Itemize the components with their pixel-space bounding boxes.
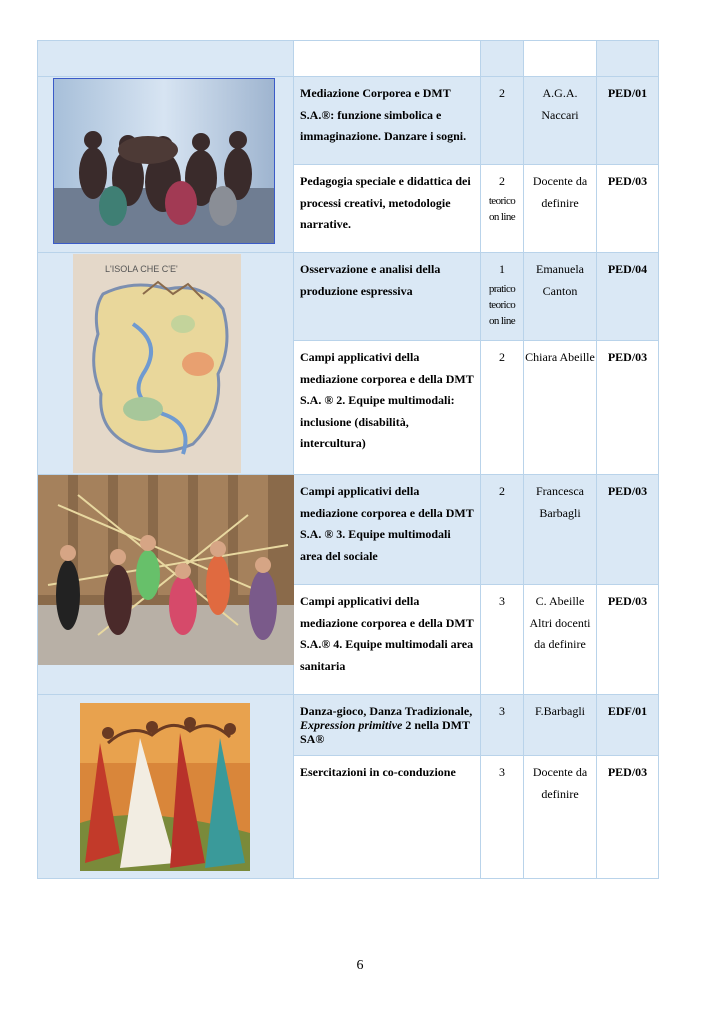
cfu-cell xyxy=(481,341,524,475)
course-title-cell xyxy=(294,585,481,695)
cfu-note: on line xyxy=(488,314,516,327)
course-title: Pedagogia speciale e didattica dei processi creativi, metodologie narrative. xyxy=(300,174,471,232)
cfu-value: 1 xyxy=(499,262,505,276)
teacher-name: Docente da definire xyxy=(532,174,588,210)
course-title-cell xyxy=(294,77,481,165)
teacher-cell xyxy=(524,475,597,585)
ssd-cell xyxy=(597,165,659,253)
photo-cell-map-drawing xyxy=(38,253,294,475)
course-title-part: 2 nella DMT SA® xyxy=(300,718,470,746)
ssd-cell xyxy=(597,695,659,756)
cfu-value: 2 xyxy=(499,174,505,188)
ssd-code: PED/03 xyxy=(607,594,648,608)
teacher-cell xyxy=(524,756,597,879)
ssd-code: PED/03 xyxy=(607,484,648,498)
course-title-cell xyxy=(294,756,481,879)
course-title xyxy=(294,695,480,746)
photo-cell-elastic-dance xyxy=(38,475,294,695)
course-title: Campi applicativi della mediazione corporea e della DMT S.A. ® 2. Equipe multimodali: inclusione (disabilità, intercultura) xyxy=(300,350,474,451)
ssd-cell xyxy=(597,475,659,585)
ssd-cell xyxy=(597,585,659,695)
course-title: Mediazione Corporea e DMT S.A.®: funzione simbolica e immaginazione. Danzare i sogni. xyxy=(300,86,467,144)
teacher-name: F.Barbagli xyxy=(534,704,586,718)
cfu-value: 3 xyxy=(499,765,505,779)
cfu-value: 3 xyxy=(499,594,505,608)
ssd-code: PED/03 xyxy=(607,765,648,779)
teacher-name: Chiara Abeille xyxy=(525,350,595,364)
cfu-cell xyxy=(481,695,524,756)
teacher-name: Emanuela Canton xyxy=(536,262,584,298)
teacher-cell xyxy=(524,341,597,475)
table-row xyxy=(38,695,659,756)
page-number: 6 xyxy=(356,958,364,973)
table-header-row xyxy=(38,41,659,77)
teacher-cell xyxy=(524,77,597,165)
cfu-note: on line xyxy=(488,210,516,223)
dancers-painting xyxy=(80,703,250,871)
cfu-cell xyxy=(481,585,524,695)
curriculum-table xyxy=(37,40,659,879)
ssd-cell xyxy=(597,77,659,165)
course-title-cell xyxy=(294,165,481,253)
ssd-cell xyxy=(597,253,659,341)
cfu-value-group xyxy=(481,253,523,329)
teacher-name: A.G.A. Naccari xyxy=(541,86,579,122)
teacher-name: Docente da definire xyxy=(532,765,588,801)
cfu-cell xyxy=(481,77,524,165)
course-title: Osservazione e analisi della produzione espressiva xyxy=(300,262,441,298)
empty-cell xyxy=(294,41,481,77)
cfu-note: teorico xyxy=(488,298,516,311)
cfu-note: teorico xyxy=(488,194,516,207)
group-circle-photo xyxy=(53,78,275,244)
painting-cell xyxy=(38,695,294,879)
island-map-drawing xyxy=(73,254,241,473)
ssd-cell xyxy=(597,756,659,879)
empty-cell xyxy=(481,41,524,77)
ssd-code: PED/01 xyxy=(607,86,648,100)
course-title: Campi applicativi della mediazione corporea e della DMT S.A. ® 3. Equipe multimodali area del sociale xyxy=(300,484,474,563)
course-title-cell xyxy=(294,695,481,756)
teacher-cell xyxy=(524,695,597,756)
teacher-name: Francesca Barbagli xyxy=(536,484,584,520)
course-title-cell xyxy=(294,475,481,585)
ssd-code: PED/03 xyxy=(607,350,648,364)
course-title-cell xyxy=(294,253,481,341)
map-title: L'ISOLA CHE C'E' xyxy=(105,264,178,274)
teacher-cell xyxy=(524,585,597,695)
cfu-value-group xyxy=(481,165,523,225)
cfu-value: 3 xyxy=(499,704,505,718)
elastic-dance-photo xyxy=(38,475,294,665)
ssd-code: PED/03 xyxy=(607,174,648,188)
course-title-italic: Expression primitive xyxy=(300,718,403,732)
cfu-value: 2 xyxy=(499,350,505,364)
ssd-cell xyxy=(597,341,659,475)
course-title: Campi applicativi della mediazione corporea e della DMT S.A.® 4. Equipe multimodali area sanitaria xyxy=(300,594,474,673)
course-title-cell xyxy=(294,341,481,475)
teacher-name: C. Abeille Altri docenti da definire xyxy=(529,594,591,652)
cfu-cell xyxy=(481,756,524,879)
teacher-cell xyxy=(524,165,597,253)
table-row xyxy=(38,253,659,341)
photo-cell-group-circle xyxy=(38,77,294,253)
teacher-cell xyxy=(524,253,597,341)
empty-cell xyxy=(597,41,659,77)
cfu-cell xyxy=(481,165,524,253)
cfu-note: pratico xyxy=(488,282,516,295)
cfu-cell xyxy=(481,253,524,341)
empty-cell xyxy=(38,41,294,77)
table-row xyxy=(38,77,659,165)
ssd-code: PED/04 xyxy=(607,262,648,276)
empty-cell xyxy=(524,41,597,77)
cfu-value: 2 xyxy=(499,484,505,498)
cfu-cell xyxy=(481,475,524,585)
table-row xyxy=(38,475,659,585)
ssd-code: EDF/01 xyxy=(607,704,648,718)
cfu-value: 2 xyxy=(499,86,505,100)
course-title-part: Danza-gioco, Danza Tradizionale, xyxy=(300,704,473,718)
course-title: Esercitazioni in co-conduzione xyxy=(300,765,456,779)
